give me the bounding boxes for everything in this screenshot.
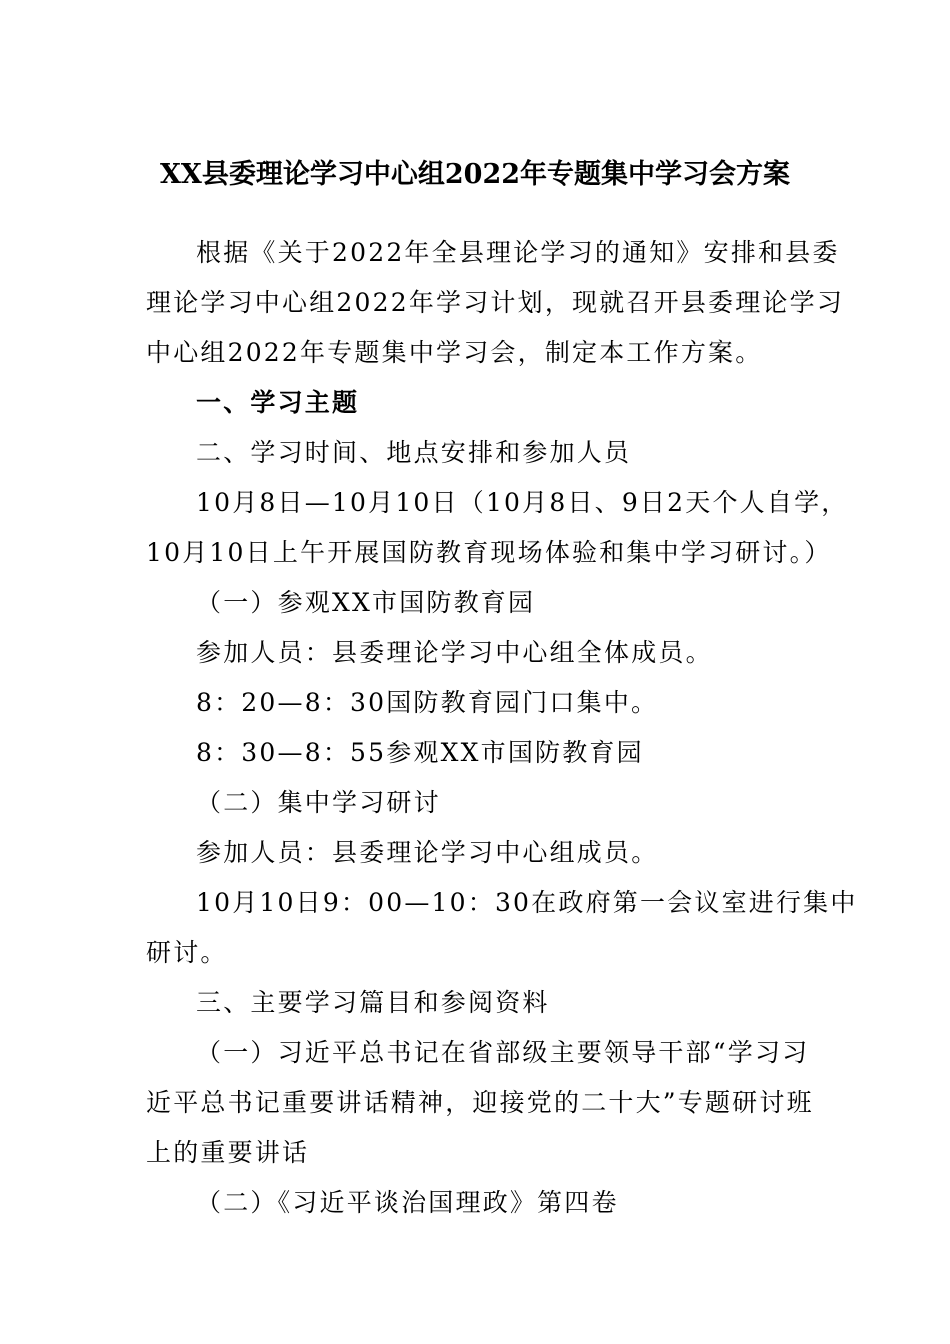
intro-line-1: 根据《关于2022年全县理论学习的通知》安排和县委 xyxy=(196,238,840,267)
subsection-2-time-paragraph xyxy=(146,878,858,978)
intro-line-3: 中心组2022年专题集中学习会，制定本工作方案。 xyxy=(146,338,763,367)
schedule-line-2: 10月10日上午开展国防教育现场体验和集中学习研讨。） xyxy=(146,538,832,567)
subsection-1-participants: 参加人员：县委理论学习中心组全体成员。 xyxy=(196,638,713,667)
document-title: XX县委理论学习中心组2022年专题集中学习会方案 xyxy=(159,159,791,190)
section-3-heading: 三、主要学习篇目和参阅资料 xyxy=(196,988,550,1017)
subsection-2-heading: （二）集中学习研讨 xyxy=(196,788,441,817)
subsection-2-time-line-2: 研讨。 xyxy=(146,938,228,967)
document-body xyxy=(146,228,858,1228)
material-1-line-2: 近平总书记重要讲话精神，迎接党的二十大”专题研讨班 xyxy=(146,1088,814,1117)
section-2-heading: 二、学习时间、地点安排和参加人员 xyxy=(196,438,632,467)
intro-line-2: 理论学习中心组2022年学习计划，现就召开县委理论学习 xyxy=(146,288,845,317)
subsection-2-time-line-1: 10月10日9：00—10：30在政府第一会议室进行集中 xyxy=(196,888,858,917)
section-1-heading: 一、学习主题 xyxy=(196,388,360,417)
subsection-2-participants: 参加人员：县委理论学习中心组成员。 xyxy=(196,838,659,867)
schedule-paragraph xyxy=(146,478,849,578)
material-1-paragraph xyxy=(146,1028,814,1178)
material-1-line-1: （一）习近平总书记在省部级主要领导干部“学习习 xyxy=(196,1038,810,1067)
subsection-1-time-2: 8：30—8：55参观XX市国防教育园 xyxy=(196,738,644,767)
subsection-1-time-1: 8：20—8：30国防教育园门口集中。 xyxy=(196,688,659,717)
subsection-1-heading: （一）参观XX市国防教育园 xyxy=(196,588,536,617)
material-2: （二）《习近平谈治国理政》第四卷 xyxy=(196,1188,619,1217)
intro-paragraph xyxy=(146,228,845,378)
material-1-line-3: 上的重要讲话 xyxy=(146,1138,310,1167)
schedule-line-1: 10月8日—10月10日（10月8日、9日2天个人自学， xyxy=(196,488,849,517)
